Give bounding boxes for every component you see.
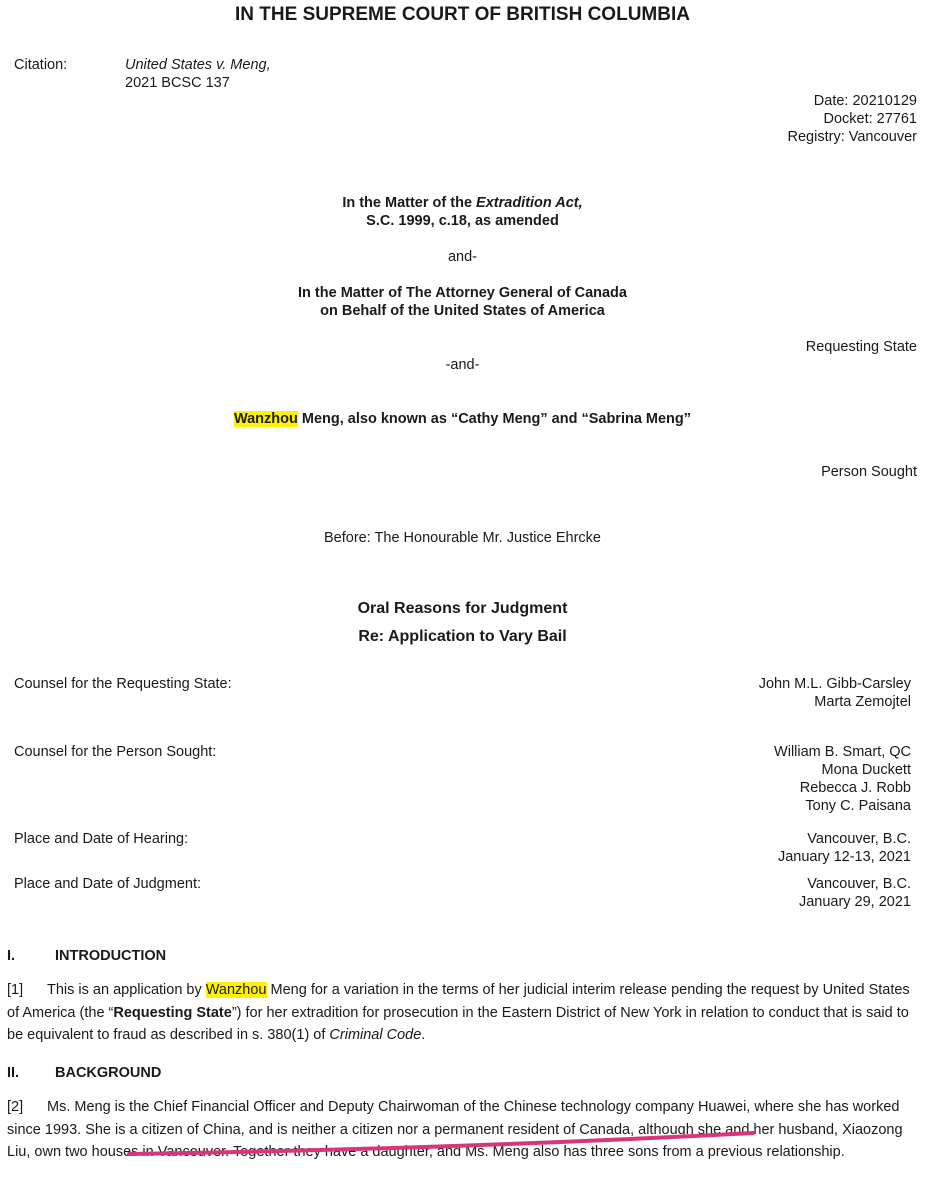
section-number: I. xyxy=(7,948,16,964)
section-title: BACKGROUND xyxy=(55,1065,162,1081)
paragraph-text: . xyxy=(421,1027,426,1043)
judgment-heading xyxy=(0,595,925,651)
paragraph-text: This is an application by xyxy=(47,982,206,998)
and-separator-2: -and- xyxy=(445,357,480,373)
paragraph-text: Meng for a variation in the terms of her judicial interim release pending the request by United States of America (the “ xyxy=(7,982,910,1021)
statute-name: Criminal Code xyxy=(329,1027,422,1043)
paragraph-number: [1] xyxy=(7,982,24,998)
highlighted-name: Wanzhou xyxy=(233,411,298,427)
hearing-label: Place and Date of Hearing: xyxy=(14,831,189,847)
citation-case: United States v. Meng, xyxy=(125,57,271,73)
counsel-rs-names xyxy=(759,675,911,711)
hearing-date: January 12-13, 2021 xyxy=(777,849,911,865)
matter-ag-line1: In the Matter of The Attorney General of Canada xyxy=(298,285,627,301)
paragraph-number: [2] xyxy=(7,1099,24,1115)
counsel-name: William B. Smart, QC xyxy=(774,744,911,760)
citation-block xyxy=(125,56,271,92)
person-sought-label: Person Sought xyxy=(821,464,917,480)
counsel-ps-names xyxy=(774,743,911,815)
counsel-name: John M.L. Gibb-Carsley xyxy=(758,676,911,692)
requesting-state-label: Requesting State xyxy=(805,339,917,355)
highlighted-name: Wanzhou xyxy=(205,982,267,998)
citation-number: 2021 BCSC 137 xyxy=(125,75,230,91)
hearing-place: Vancouver, B.C. xyxy=(807,831,911,847)
citation-label: Citation: xyxy=(14,57,68,73)
counsel-name: Rebecca J. Robb xyxy=(799,780,911,796)
re-application-title: Re: Application to Vary Bail xyxy=(358,628,567,645)
matter-ag-line2: on Behalf of the United States of America xyxy=(320,303,605,319)
section-heading-background xyxy=(7,1064,161,1082)
before-judge: Before: The Honourable Mr. Justice Ehrcke xyxy=(324,530,601,546)
paragraph-1 xyxy=(7,979,917,1047)
judgment-label: Place and Date of Judgment: xyxy=(14,876,202,892)
matter-attorney-general xyxy=(0,284,925,320)
section-heading-introduction xyxy=(7,947,166,965)
defined-term: Requesting State xyxy=(113,1004,232,1021)
paragraph-text: Ms. Meng is the Chief Financial Officer and Deputy Chairwoman of the Chinese technology company Huawei, where she has worked since 1993. She is a citizen of China, and is neither a citizen nor a permanent resident of Canada, although she and her husband, Xiaozong Liu, own two houses in Vancouver. Together they have a daughter, and Ms. Meng also has three sons from a previous relationship. xyxy=(7,1099,903,1160)
judgment-date: January 29, 2021 xyxy=(798,894,911,910)
court-title: IN THE SUPREME COURT OF BRITISH COLUMBIA xyxy=(235,4,690,25)
matter-extradition xyxy=(0,194,925,230)
judgment-place-date xyxy=(799,875,911,911)
person-name-rest: Meng, also known as “Cathy Meng” and “Sabrina Meng” xyxy=(297,411,692,427)
counsel-name: Tony C. Paisana xyxy=(805,798,911,814)
section-title: INTRODUCTION xyxy=(55,948,167,964)
date-line: Date: 20210129 xyxy=(813,93,917,109)
matter-act: Extradition Act, xyxy=(476,195,583,211)
judgment-place: Vancouver, B.C. xyxy=(807,876,911,892)
hearing-place-date xyxy=(778,830,911,866)
matter-statute: S.C. 1999, c.18, as amended xyxy=(366,213,559,229)
section-number: II. xyxy=(7,1065,20,1081)
person-sought-name xyxy=(0,410,925,428)
registry-line: Registry: Vancouver xyxy=(787,129,917,145)
docket-line: Docket: 27761 xyxy=(823,111,917,127)
counsel-name: Mona Duckett xyxy=(821,762,911,778)
matter-prefix: In the Matter of the xyxy=(342,195,477,211)
counsel-ps-label: Counsel for the Person Sought: xyxy=(14,744,217,760)
and-separator: and- xyxy=(447,249,478,265)
counsel-name: Marta Zemojtel xyxy=(814,694,911,710)
paragraph-text: ”) for her extradition for prosecution in the Eastern District of New York in relation to conduct that is said to be equivalent to fraud as described in s. 380(1) of xyxy=(7,1004,909,1043)
oral-reasons-title: Oral Reasons for Judgment xyxy=(357,600,568,617)
case-meta xyxy=(788,92,917,146)
counsel-rs-label: Counsel for the Requesting State: xyxy=(14,676,232,692)
annotation-underline xyxy=(125,1124,760,1164)
